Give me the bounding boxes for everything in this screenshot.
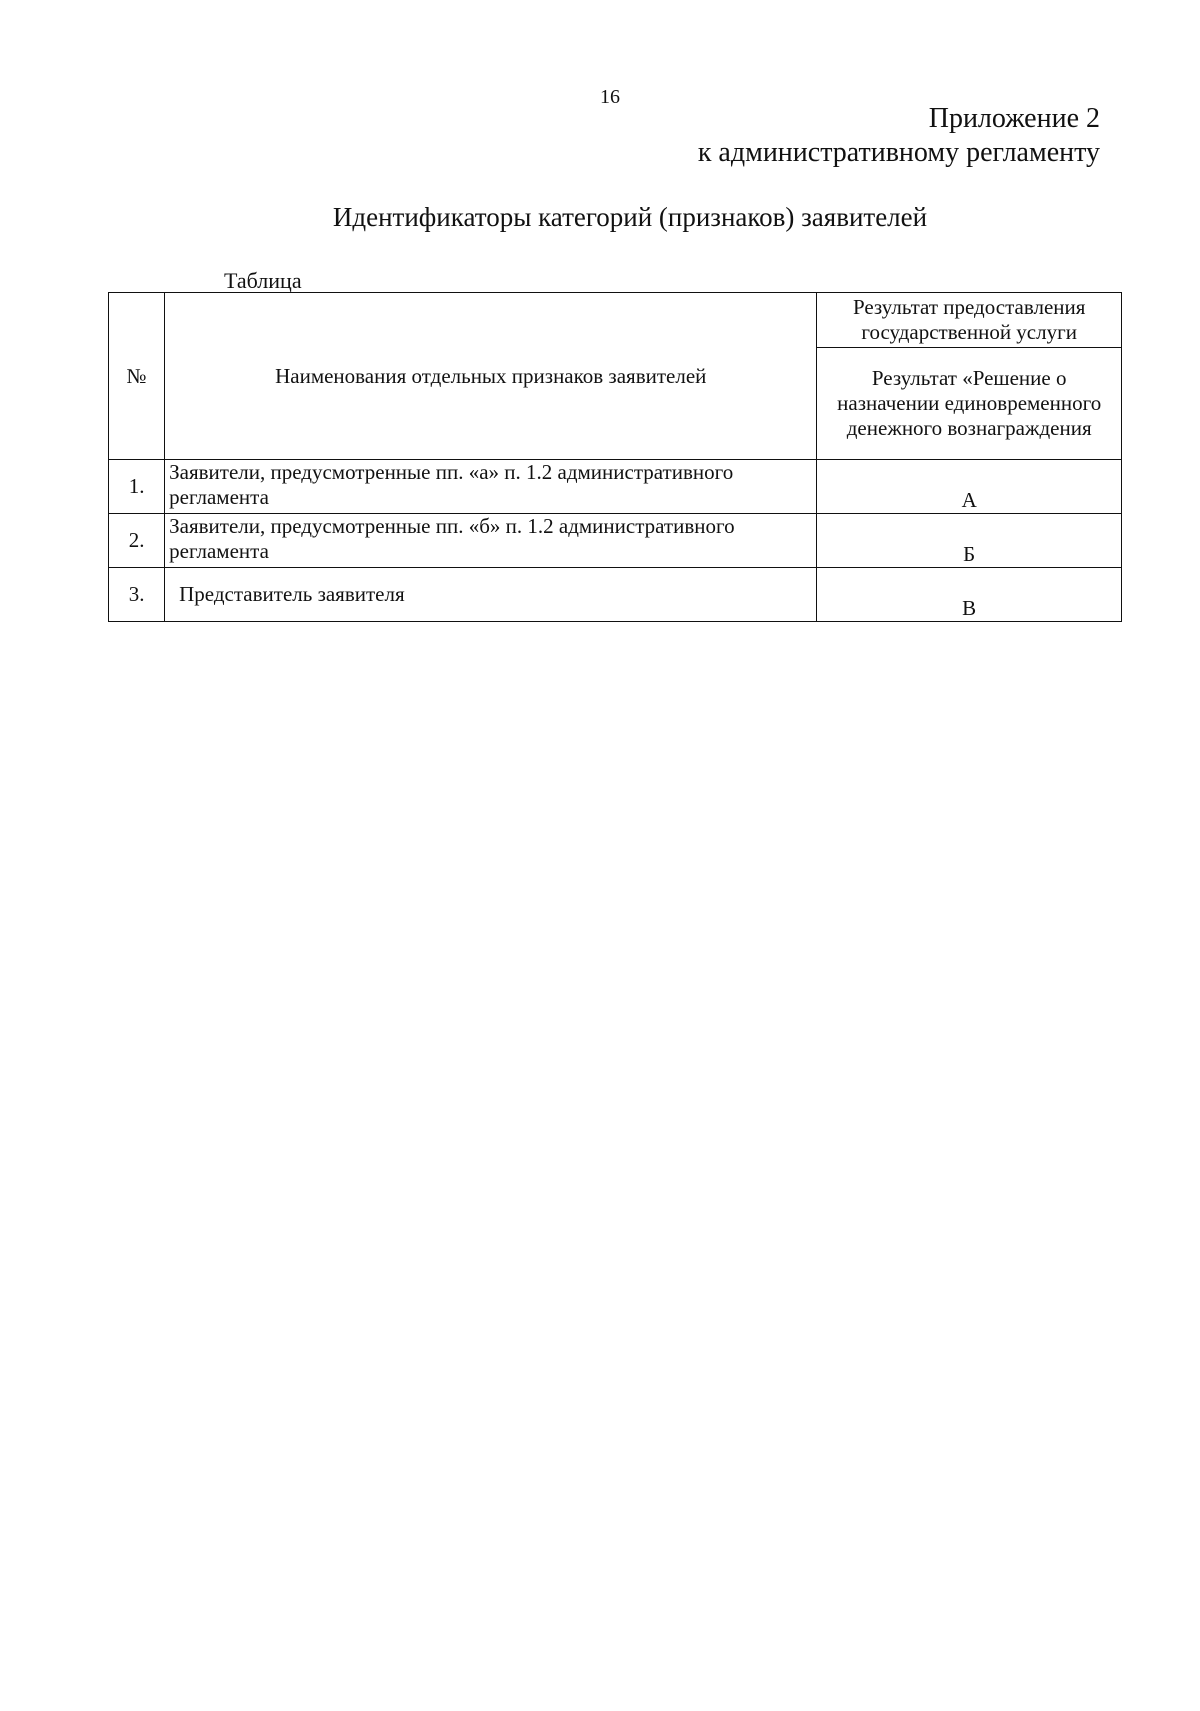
appendix-line-2: к административному регламенту xyxy=(697,137,1100,168)
header-name: Наименования отдельных признаков заявителей xyxy=(165,293,817,460)
header-result-group: Результат предоставления государственной услуги xyxy=(817,293,1122,348)
document-title: Идентификаторы категорий (признаков) заявителей xyxy=(332,202,928,232)
row-identifier: Б xyxy=(817,514,1122,568)
row-name: Представитель заявителя xyxy=(165,568,817,622)
applicant-categories-table xyxy=(108,292,1122,622)
table-header-row xyxy=(109,293,1122,348)
appendix-line-1: Приложение 2 xyxy=(928,103,1100,134)
table-row xyxy=(109,460,1122,514)
appendix-heading xyxy=(698,102,1100,170)
header-result-sub: Результат «Решение о назначении единовременного денежного вознаграждения xyxy=(817,348,1122,460)
table-caption: Таблица xyxy=(224,268,302,293)
table-row xyxy=(109,568,1122,622)
row-identifier: А xyxy=(817,460,1122,514)
header-number: № xyxy=(109,293,165,460)
row-number: 3. xyxy=(109,568,165,622)
row-number: 2. xyxy=(109,514,165,568)
page-number: 16 xyxy=(600,86,620,108)
row-name: Заявители, предусмотренные пп. «а» п. 1.2 административного регламента xyxy=(165,460,817,514)
table-row xyxy=(109,514,1122,568)
row-identifier: В xyxy=(817,568,1122,622)
row-number: 1. xyxy=(109,460,165,514)
row-name: Заявители, предусмотренные пп. «б» п. 1.2 административного регламента xyxy=(165,514,817,568)
